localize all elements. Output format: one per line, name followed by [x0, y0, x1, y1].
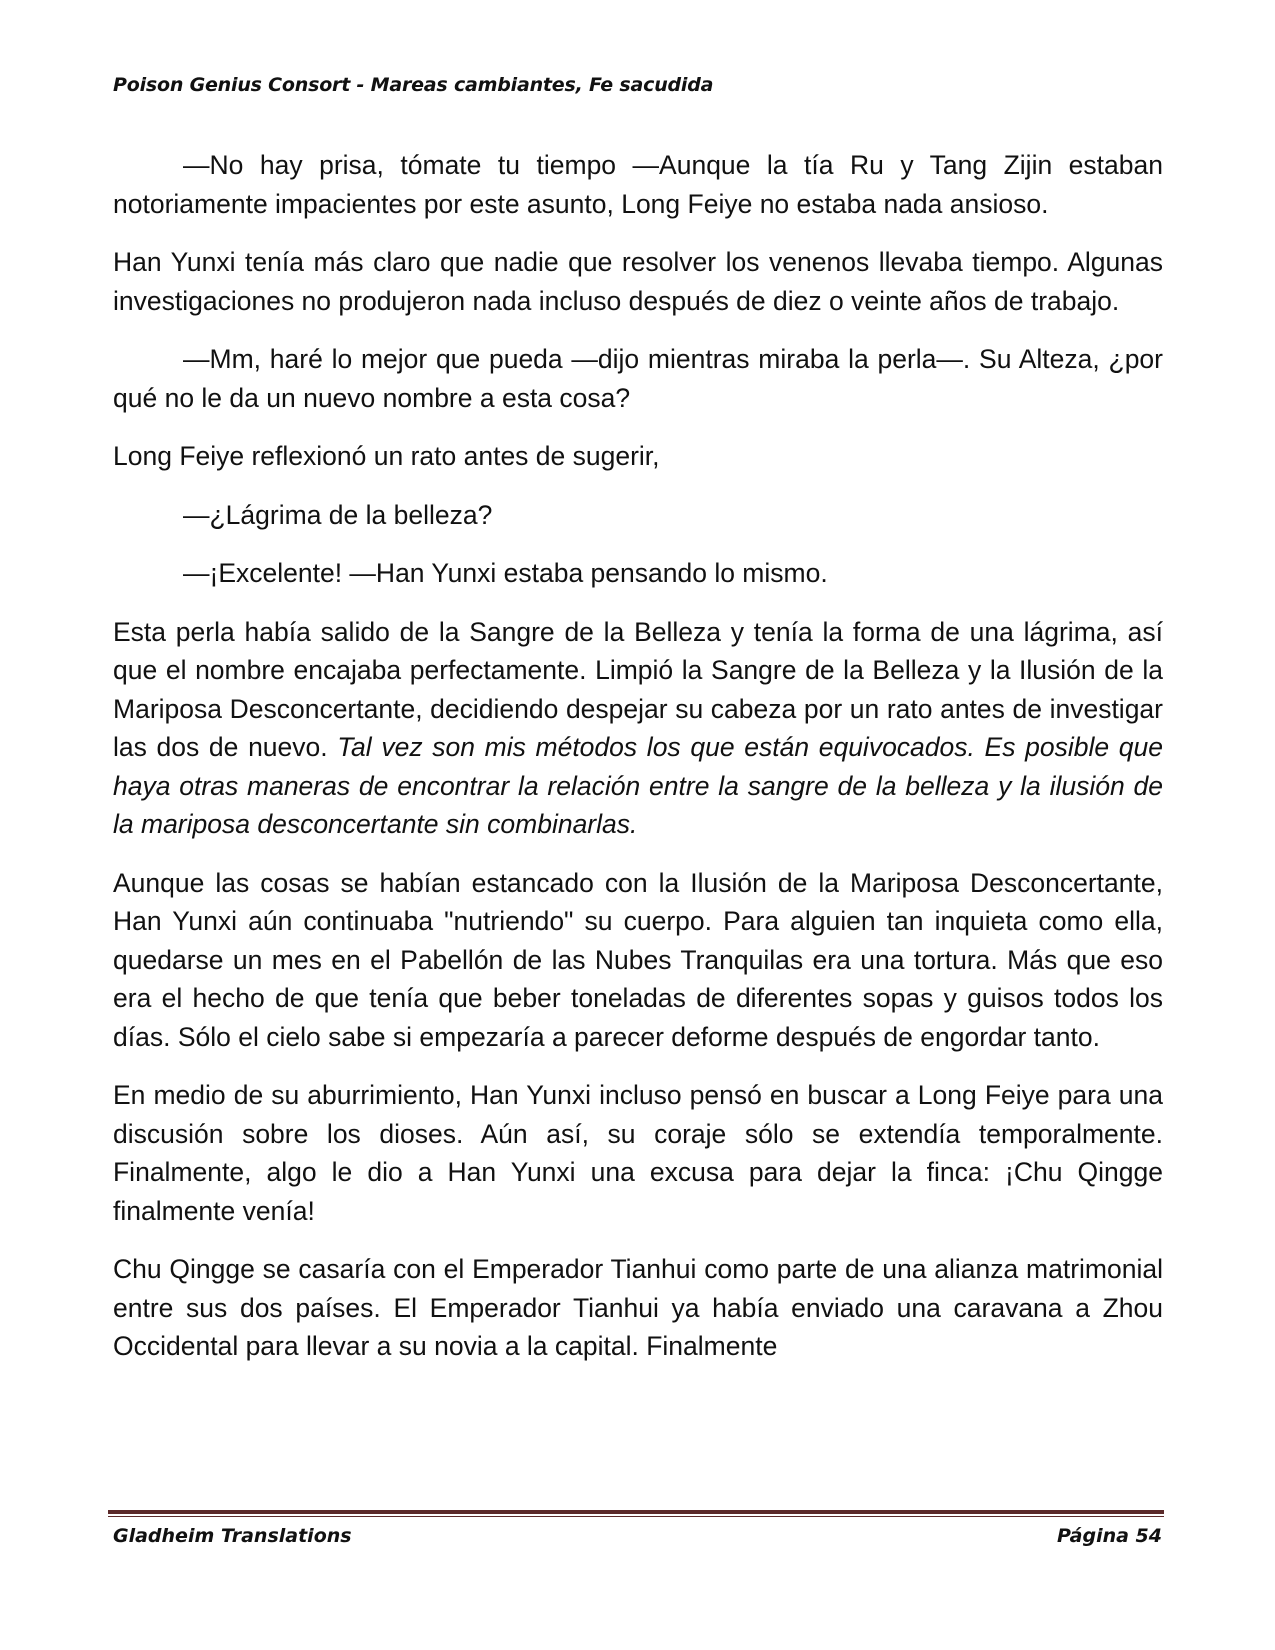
paragraph-7-italic-thought: Tal vez son mis métodos los que están equivocados. Es posible que haya otras maneras de encontrar la relación entre la sangre de la belleza y la ilusión de la mariposa desconcertante sin combinarlas. — [113, 732, 1163, 839]
paragraph-5: —¿Lágrima de la belleza? — [183, 499, 493, 530]
footer-divider — [108, 1510, 1164, 1518]
paragraph-1: —No hay prisa, tómate tu tiempo —Aunque la tía Ru y Tang Zijin estaban notoriamente impacientes por este asunto, Long Feiye no estaba nada ansioso. — [113, 150, 1163, 219]
footer-divider-thick-line — [108, 1510, 1164, 1514]
paragraph-2: Han Yunxi tenía más claro que nadie que resolver los venenos llevaba tiempo. Algunas investigaciones no produjeron nada incluso después de diez o veinte años de trabajo. — [113, 247, 1163, 316]
paragraph-7-text: Esta perla había salido de la Sangre de la Belleza y tenía la forma de una lágrima, así que el nombre encajaba perfectamente. Limpió la Sangre de la Belleza y la Ilusión de la Mariposa Desconcertante, decidiendo despejar su cabeza por un rato antes de investigar las dos de nuevo. — [113, 616, 1163, 762]
running-header: Poison Genius Consort - Mareas cambiantes, Fe sacudida — [113, 74, 714, 96]
paragraph-4: Long Feiye reflexionó un rato antes de sugerir, — [113, 441, 660, 471]
paragraph-9: En medio de su aburrimiento, Han Yunxi incluso pensó en buscar a Long Feiye para una discusión sobre los dioses. Aún así, su coraje sólo se extendía temporalmente. Finalmente, algo le dio a Han Yunxi una excusa para dejar la finca: ¡Chu Qingge finalmente venía! — [113, 1080, 1163, 1226]
paragraph-7 — [113, 613, 1163, 844]
footer-divider-thin-line — [108, 1516, 1164, 1517]
footer-translator-credit: Gladheim Translations — [113, 1525, 352, 1547]
page-body — [113, 146, 1163, 1386]
footer-page-number: Página 54 — [1056, 1525, 1162, 1547]
paragraph-3: —Mm, haré lo mejor que pueda —dijo mientras miraba la perla—. Su Alteza, ¿por qué no le da un nuevo nombre a esta cosa? — [113, 344, 1163, 413]
paragraph-10: Chu Qingge se casaría con el Emperador Tianhui como parte de una alianza matrimonial entre sus dos países. El Emperador Tianhui ya había enviado una caravana a Zhou Occidental para llevar a su novia a la capital. Finalmente — [113, 1254, 1163, 1361]
paragraph-8: Aunque las cosas se habían estancado con la Ilusión de la Mariposa Desconcertante, Han Yunxi aún continuaba "nutriendo" su cuerpo. Para alguien tan inquieta como ella, quedarse un mes en el Pabellón de las Nubes Tranquilas era una tortura. Más que eso era el hecho de que tenía que beber toneladas de diferentes sopas y guisos todos los días. Sólo el cielo sabe si empezaría a parecer deforme después de engordar tanto. — [113, 867, 1163, 1052]
paragraph-6: —¡Excelente! —Han Yunxi estaba pensando lo mismo. — [183, 558, 828, 588]
